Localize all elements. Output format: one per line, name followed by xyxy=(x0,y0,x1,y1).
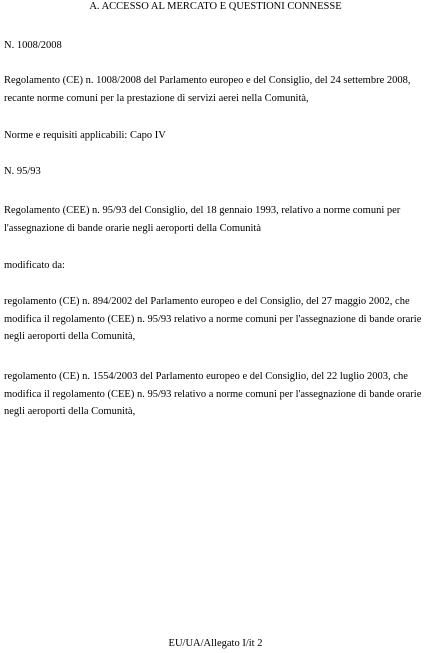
page-title: A. ACCESSO AL MERCATO E QUESTIONI CONNESSE xyxy=(89,1,342,12)
regulation-number-95-93: N. 95/93 xyxy=(4,166,41,177)
regulation-95-93-text: Regolamento (CEE) n. 95/93 del Consiglio, del 18 gennaio 1993, relativo a norme comuni per l'assegnazione di bande orarie negli aeroporti della Comunità xyxy=(4,205,401,234)
regulation-number-1008-2008: N. 1008/2008 xyxy=(4,40,62,51)
applicable-rules-text: Norme e requisiti applicabili: Capo IV xyxy=(4,130,166,141)
amendment-1554-2003-text: regolamento (CE) n. 1554/2003 del Parlamento europeo e del Consiglio, del 22 luglio 2003, che modifica il regolamento (CEE) n. 95/93 relativo a norme comuni per l'assegnazione di bande orarie negli aeroporti della Comunità, xyxy=(4,371,422,417)
regulation-1008-2008-text: Regolamento (CE) n. 1008/2008 del Parlamento europeo e del Consiglio, del 24 settembre 2008, recante norme comuni per la prestazione di servizi aerei nella Comunità, xyxy=(4,75,411,104)
amended-by-label: modificato da: xyxy=(4,260,65,271)
amendment-894-2002-text: regolamento (CE) n. 894/2002 del Parlamento europeo e del Consiglio, del 27 maggio 2002, che modifica il regolamento (CEE) n. 95/93 relativo a norme comuni per l'assegnazione di bande orarie negli aeroporti della Comunità, xyxy=(4,296,422,342)
page-footer: EU/UA/Allegato I/it 2 xyxy=(168,638,263,649)
